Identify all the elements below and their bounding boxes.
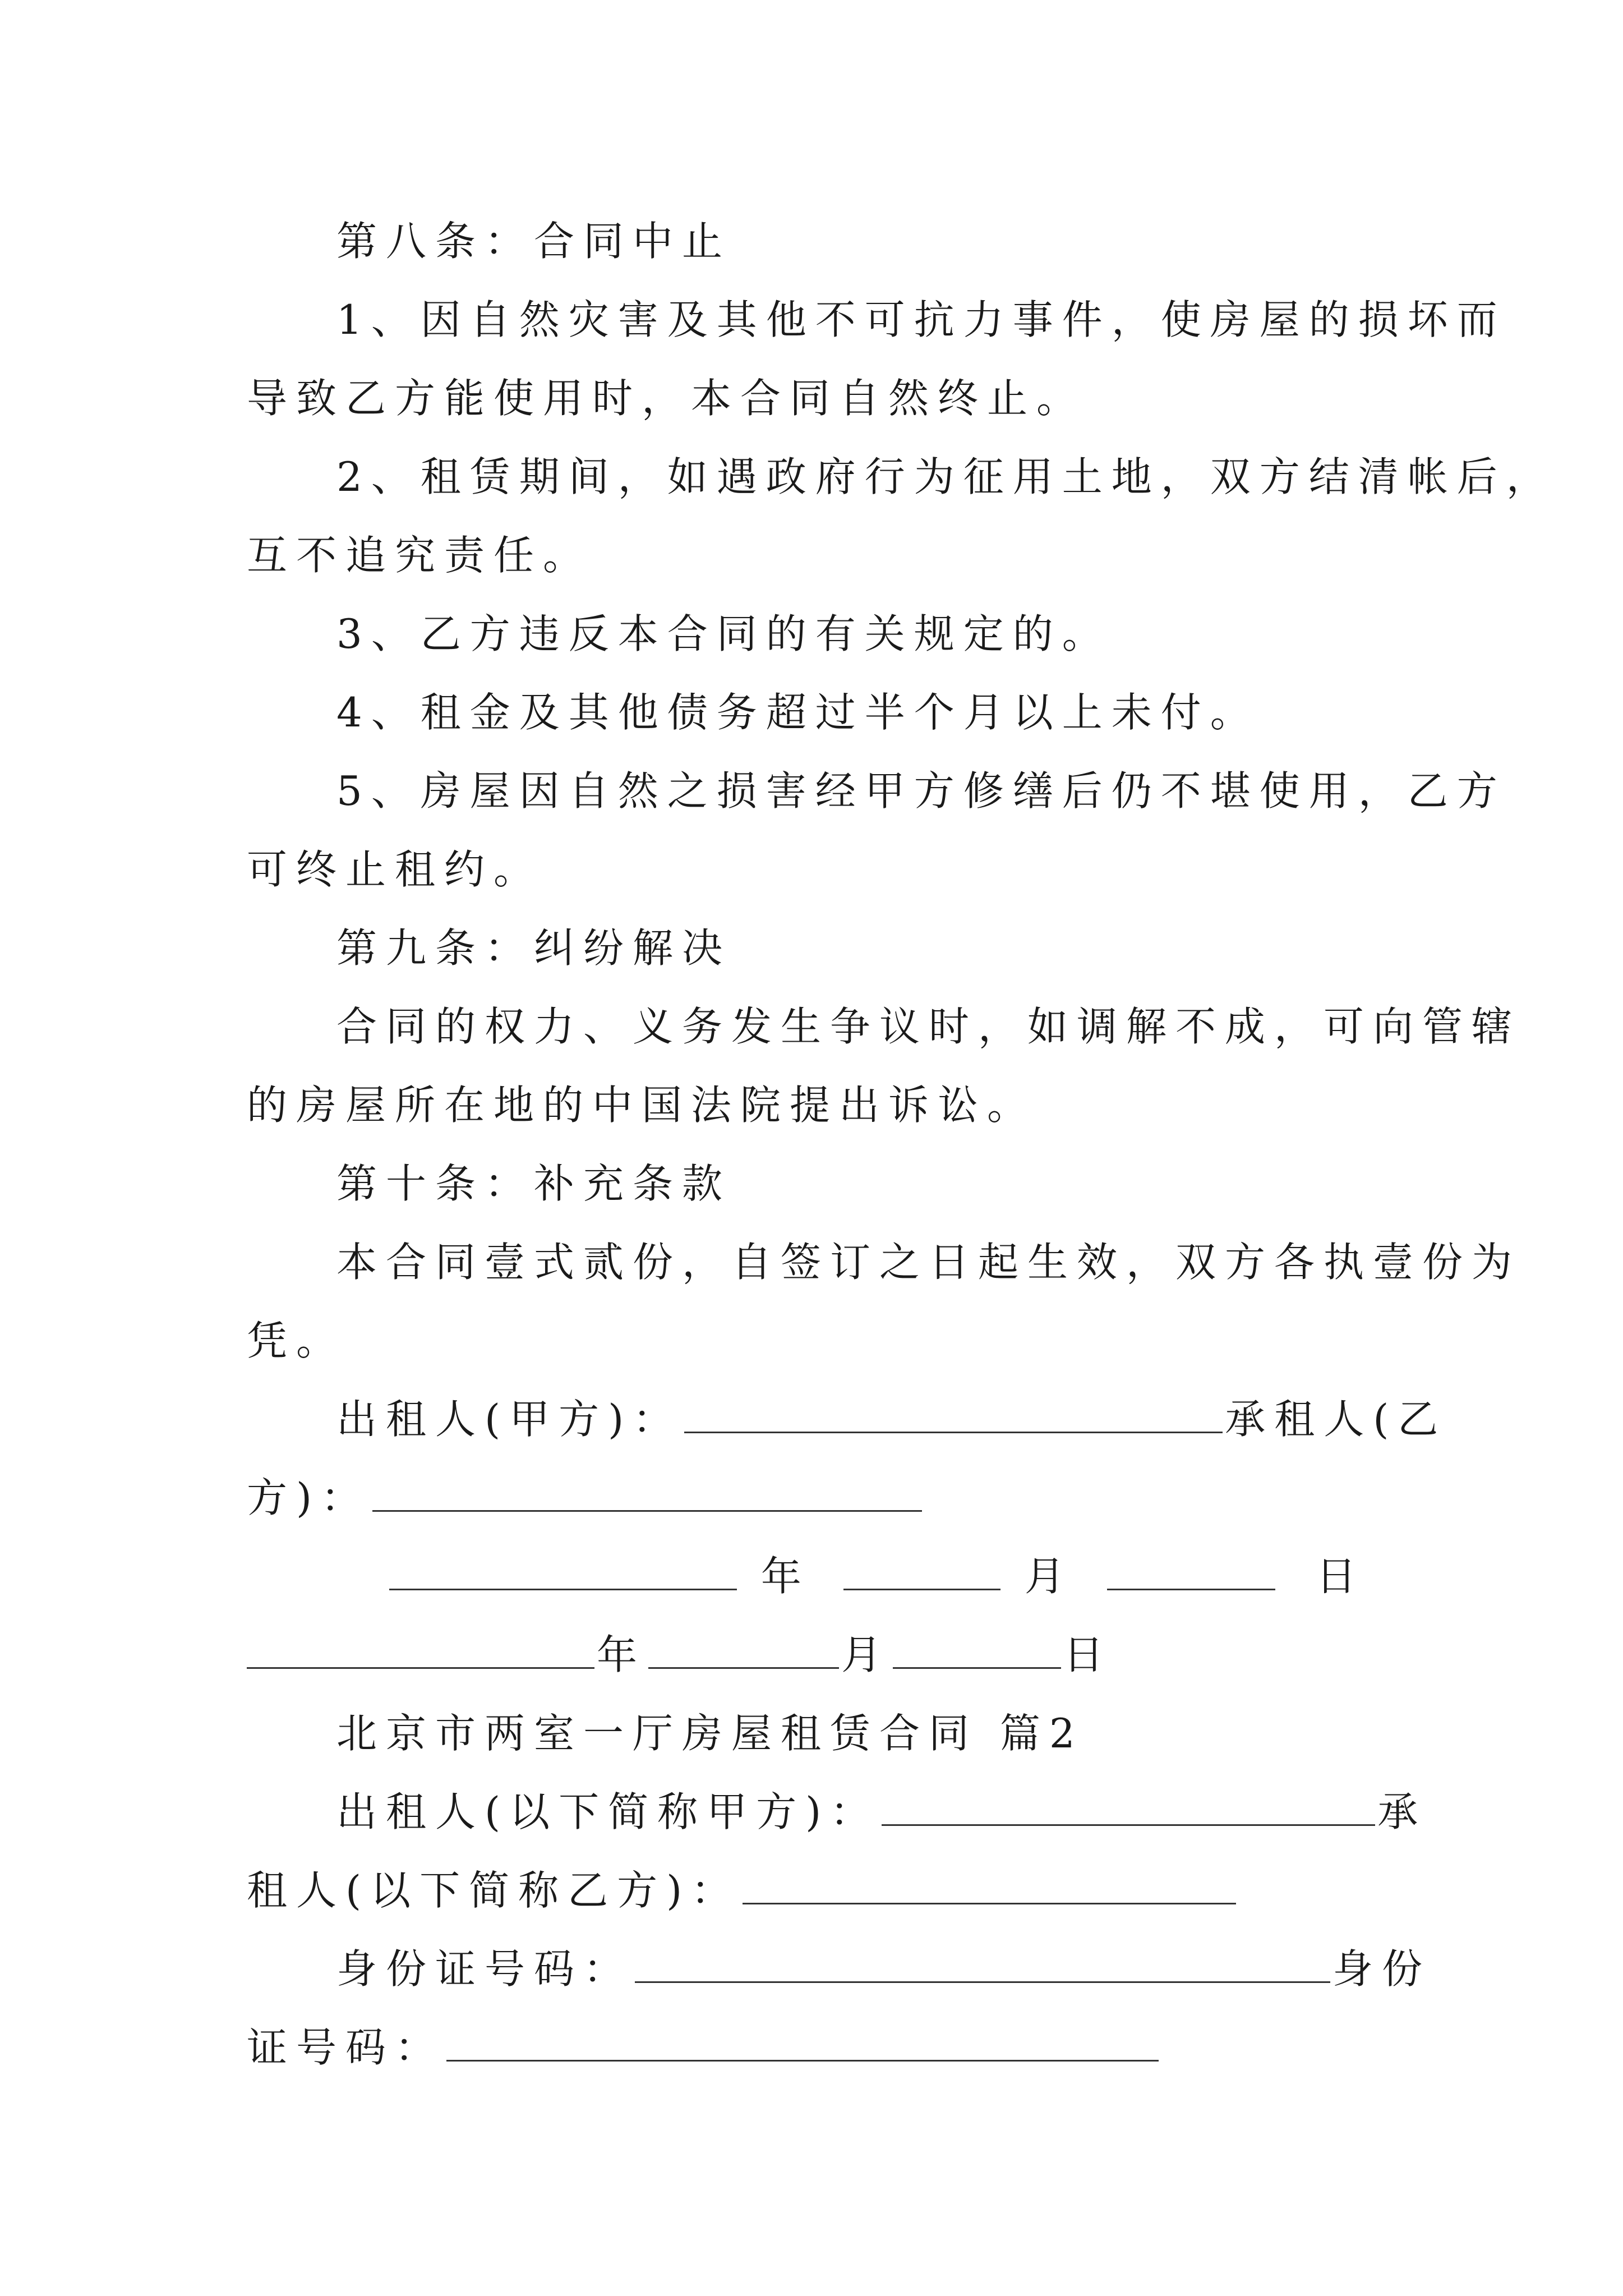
article-10-paragraph-line-2: 凭。 — [247, 1317, 346, 1364]
section-2-title: 北京市两室一厅房屋租赁合同 篇2 — [336, 1710, 1084, 1757]
article-8-clause-1-line-2: 导致乙方能使用时，本合同自然终止。 — [247, 375, 1086, 422]
article-10-title: 第十条：补充条款 — [336, 1160, 732, 1207]
section-2-lessee-label-part-1: 承 — [1377, 1788, 1427, 1835]
date-1-year-blank[interactable] — [389, 1552, 737, 1590]
date-1-month-label: 月 — [1024, 1553, 1074, 1600]
article-8-clause-2-line-2: 互不追究责任。 — [247, 532, 593, 579]
article-9-title: 第九条：纠纷解决 — [336, 924, 732, 972]
date-1-day-blank[interactable] — [1107, 1552, 1275, 1590]
lessor-signature-blank[interactable] — [684, 1395, 1223, 1433]
article-9-paragraph-line-1: 合同的权力、义务发生争议时，如调解不成，可向管辖 — [336, 1003, 1521, 1050]
section-2-lessor-line — [336, 1784, 1427, 1840]
section-2-lessor-label: 出租人(以下简称甲方)： — [336, 1788, 880, 1835]
article-8-clause-1-line-1: 1、因自然灾害及其他不可抗力事件，使房屋的损坏而 — [336, 296, 1506, 343]
article-10-paragraph-line-1: 本合同壹式贰份，自签订之日起生效，双方各执壹份为 — [336, 1239, 1521, 1286]
date-2-month-blank[interactable] — [648, 1630, 839, 1669]
section-2-id-blank-1[interactable] — [635, 1944, 1330, 1983]
date-2-month-label: 月 — [841, 1631, 891, 1678]
signature-line-2 — [247, 1470, 924, 1526]
lessee-label-part-2: 方)： — [247, 1474, 371, 1521]
article-8-clause-4: 4、租金及其他债务超过半个月以上未付。 — [336, 689, 1260, 736]
date-1-year-label: 年 — [760, 1553, 810, 1600]
section-2-lessee-label-part-2: 租人(以下简称乙方)： — [247, 1867, 741, 1914]
date-2-year-label: 年 — [597, 1631, 647, 1678]
date-2-day-blank[interactable] — [893, 1630, 1061, 1669]
section-2-lessor-blank[interactable] — [882, 1787, 1375, 1826]
section-2-id-line-1 — [336, 1941, 1431, 1997]
date-2-year-blank[interactable] — [247, 1630, 594, 1669]
article-8-title: 第八条：合同中止 — [336, 218, 732, 265]
article-8-clause-5-line-1: 5、房屋因自然之损害经甲方修缮后仍不堪使用，乙方 — [336, 767, 1506, 815]
article-8-clause-3: 3、乙方违反本合同的有关规定的。 — [336, 610, 1112, 657]
section-2-id-label-1: 身份证号码： — [336, 1945, 633, 1993]
section-2-lessee-line — [247, 1862, 1238, 1918]
date-1-day-label: 日 — [1316, 1553, 1366, 1600]
article-9-paragraph-line-2: 的房屋所在地的中国法院提出诉讼。 — [247, 1082, 1037, 1129]
lessee-signature-blank[interactable] — [372, 1473, 922, 1512]
section-2-lessee-blank[interactable] — [743, 1866, 1236, 1904]
date-1-month-blank[interactable] — [843, 1552, 1000, 1590]
article-8-clause-5-line-2: 可终止租约。 — [247, 846, 543, 893]
section-2-id-label-2-part-2: 证号码： — [247, 2024, 445, 2071]
section-2-id-line-2 — [247, 2019, 1161, 2076]
date-line-1 — [387, 1548, 1366, 1604]
section-2-id-label-2-part-1: 身份 — [1332, 1945, 1432, 1993]
lessor-label: 出租人(甲方)： — [336, 1396, 683, 1443]
lessee-label-part-1: 承租人(乙 — [1225, 1396, 1447, 1443]
section-2-id-blank-2[interactable] — [446, 2023, 1159, 2062]
article-8-clause-2-line-1: 2、租赁期间，如遇政府行为征用土地，双方结清帐后， — [336, 453, 1556, 500]
signature-line-1 — [336, 1391, 1447, 1447]
date-line-2 — [247, 1627, 1113, 1683]
date-2-day-label: 日 — [1063, 1631, 1113, 1678]
